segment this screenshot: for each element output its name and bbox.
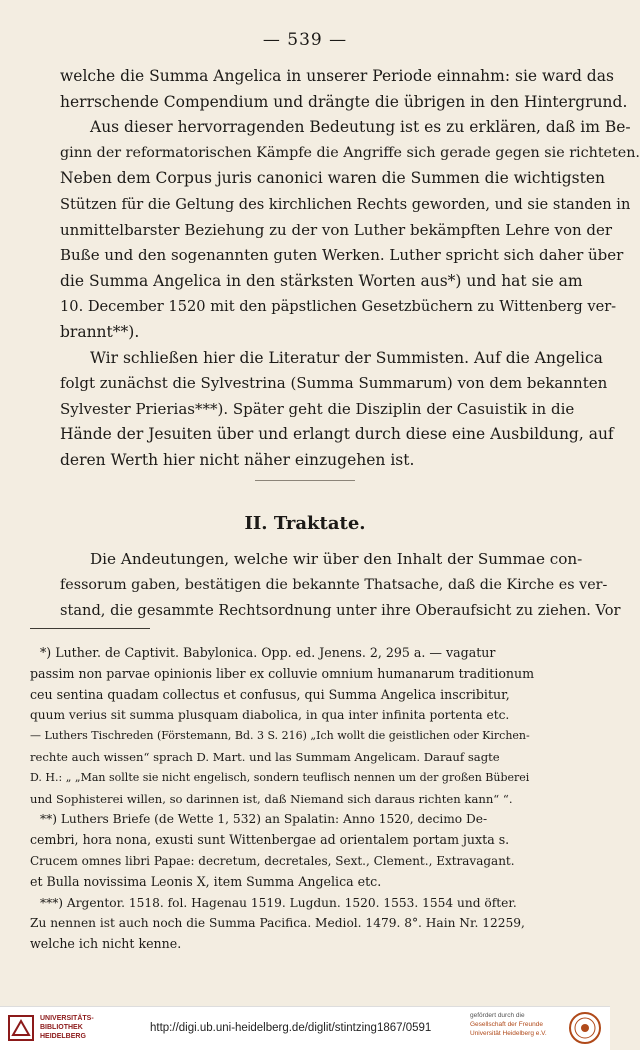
footnote-line: Zu nennen ist auch noch die Summa Pacifica. Mediol. 1479. 8°. Hain Nr. 12259, [30, 916, 525, 931]
footnote-line: rechte auch wissen“ sprach D. Mart. und las Summam Angelicam. Darauf sagte [30, 749, 500, 764]
footnote-line: **) Luthers Briefe (de Wette 1, 532) an Spalatin: Anno 1520, decimo De- [40, 812, 488, 827]
footnote-line: cembri, hora nona, exusti sunt Wittenbergae ad orientalem portam juxta s. [30, 832, 510, 848]
footnote-line: ceu sentina quadam collectus et confusus, qui Summa Angelica inscribitur, [30, 686, 510, 702]
text-line: deren Werth hier nicht näher einzugehen ist. [60, 450, 415, 469]
text-line: 10. December 1520 mit den päpstlichen Gesetzbüchern zu Wittenberg ver- [60, 298, 617, 316]
footnotes [30, 643, 550, 955]
text-line: Die Andeutungen, welche wir über den Inhalt der Summae con- [90, 550, 583, 568]
text-line: Wir schließen hier die Literatur der Summisten. Auf die Angelica [90, 348, 603, 367]
footnote-line: quum verius sit summa plusquam diabolica, in qua inter infinita portenta etc. [30, 708, 510, 723]
footnote-line: Crucem omnes libri Papae: decretum, decretales, Sext., Clement., Extravagant. [30, 853, 515, 868]
university-seal-icon [568, 1011, 602, 1045]
text-line: stand, die gesammte Rechtsordnung unter ihre Oberaufsicht zu ziehen. Vor [60, 602, 621, 620]
footnote-line: et Bulla novissima Leonis X, item Summa Angelica etc. [30, 873, 382, 889]
permalink-url[interactable]: http://digi.ub.uni-heidelberg.de/diglit/stintzing1867/0591 [150, 1022, 432, 1034]
text-line: welche die Summa Angelica in unserer Periode einnahm: sie ward das [60, 67, 614, 85]
paragraph-1 [60, 64, 640, 474]
text-line: Stützen für die Geltung des kirchlichen Rechts geworden, und sie standen in [60, 195, 631, 213]
digitization-footer [0, 1006, 610, 1050]
funding-note: gefördert durch die Gesellschaft der Freunde Universität Heidelberg e.V. [470, 1012, 547, 1037]
footnote-line: D. H.: „ „Man sollte sie nicht engelisch, sondern teuflisch nennen um der großen Büberei [30, 770, 530, 784]
footnote-line: passim non parvae opinionis liber ex colluvie omnium humanarum traditionum [30, 665, 535, 681]
text-line: ginn der reformatorischen Kämpfe die Angriffe sich gerade gegen sie richteten. [60, 144, 640, 161]
text-line: Sylvester Prierias***). Später geht die Disziplin der Casuistik in die [60, 399, 575, 418]
footnote-line: welche ich nicht kenne. [30, 936, 182, 952]
text-line: brannt**). [60, 322, 140, 341]
text-line: folgt zunächst die Sylvestrina (Summa Summarum) von dem bekannten [60, 374, 608, 393]
text-line: unmittelbarster Beziehung zu der von Luther bekämpften Lehre von der [60, 220, 613, 239]
text-line: herrschende Compendium und drängte die übrigen in den Hintergrund. [60, 92, 628, 111]
footnote-line: *) Luther. de Captivit. Babylonica. Opp. ed. Jenens. 2, 295 a. — vagatur [40, 645, 496, 660]
page-number: — 539 — [262, 30, 348, 50]
text-line: die Summa Angelica in den stärksten Worten aus*) und hat sie am [60, 271, 583, 290]
text-line: Aus dieser hervorragenden Bedeutung ist es zu erklären, daß im Be- [90, 118, 631, 137]
library-name: UNIVERSITÄTS- BIBLIOTHEK HEIDELBERG [40, 1015, 94, 1040]
text-line: Hände der Jesuiten über und erlangt durch diese eine Ausbildung, auf [60, 425, 614, 444]
text-line: Buße und den sogenannten guten Werken. Luther spricht sich daher über [60, 246, 624, 265]
footnote-line: ***) Argentor. 1518. fol. Hagenau 1519. Lugdun. 1520. 1553. 1554 und öfter. [40, 895, 517, 910]
library-logo-icon [8, 1015, 34, 1041]
footnote-line: und Sophisterei willen, so darinnen ist, daß Niemand sich daraus richten kann“ “. [30, 791, 513, 806]
paragraph-2 [60, 547, 621, 624]
text-line: fessorum gaben, bestätigen die bekannte Thatsache, daß die Kirche es ver- [60, 576, 608, 593]
section-divider [255, 480, 355, 481]
footnote-rule [30, 628, 150, 629]
text-line: Neben dem Corpus juris canonici waren die Summen die wichtigsten [60, 169, 605, 188]
section-heading: II. Traktate. [244, 513, 366, 534]
footnote-line: — Luthers Tischreden (Förstemann, Bd. 3 S. 216) „Ich wollt die geistlichen oder Kirchen- [30, 729, 530, 743]
